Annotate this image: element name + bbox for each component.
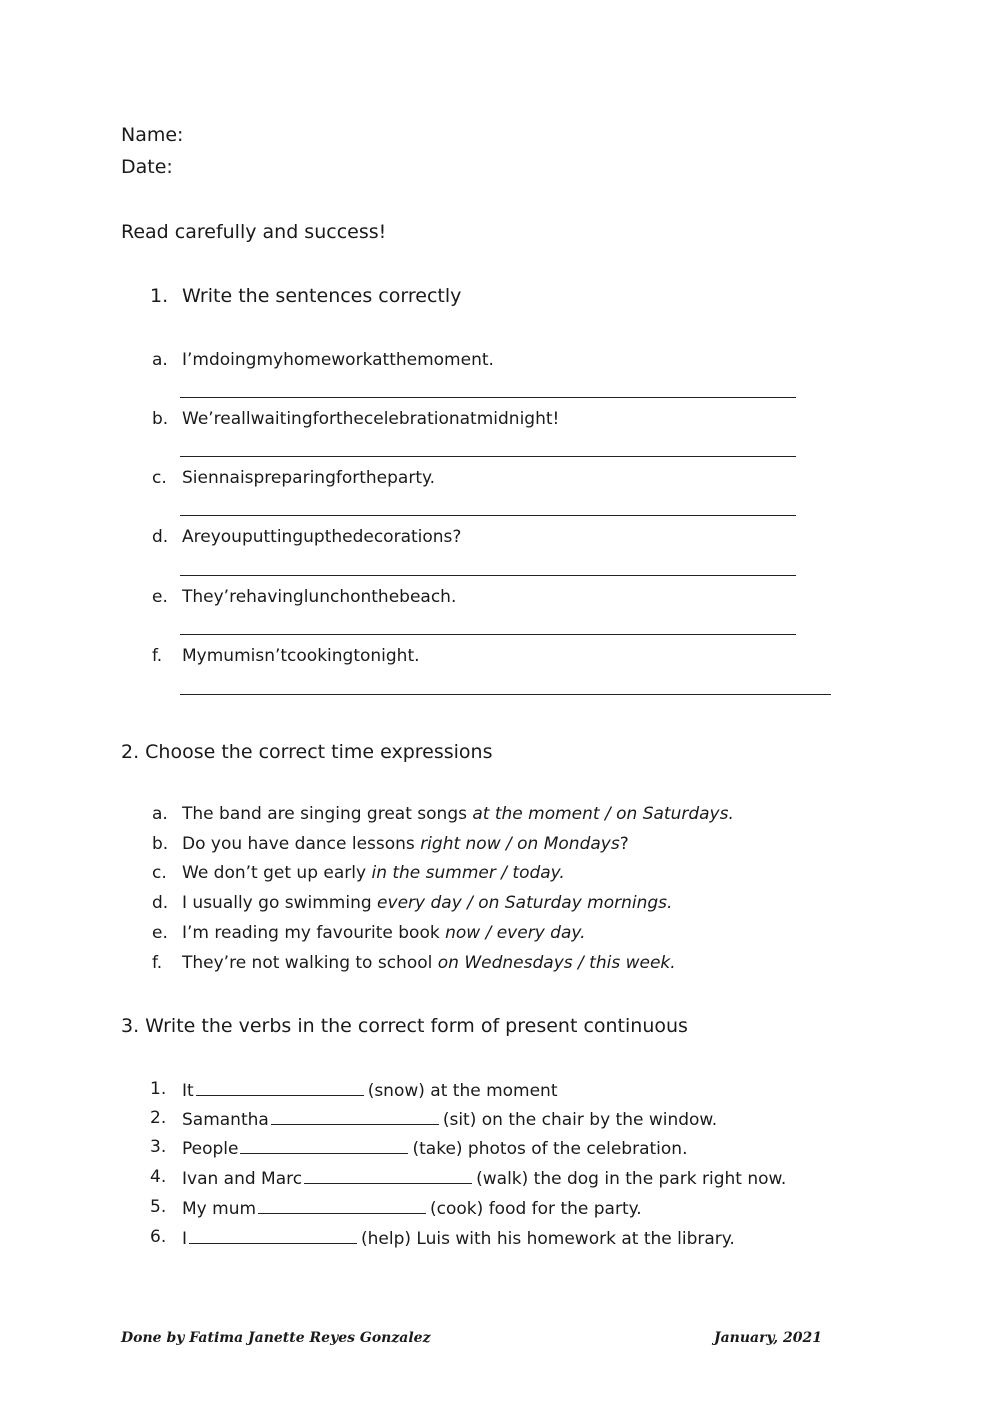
item-letter: f. bbox=[152, 953, 163, 973]
verb-blank[interactable] bbox=[304, 1167, 472, 1184]
sentence bbox=[182, 1137, 687, 1159]
answer-line[interactable] bbox=[180, 456, 796, 457]
scrambled-sentence: I’mdoingmyhomeworkatthemoment. bbox=[182, 350, 494, 370]
item-number: 2. bbox=[150, 1108, 167, 1128]
sentence bbox=[182, 923, 586, 943]
item-number: 4. bbox=[150, 1167, 167, 1187]
sentence-start: People bbox=[182, 1139, 239, 1159]
footer-author: Done by Fatima Janette Reyes Gonzalez bbox=[121, 1330, 431, 1346]
sentence-text: They’re not walking to school bbox=[182, 953, 438, 973]
sentence-start: Ivan and Marc bbox=[182, 1169, 303, 1189]
item-letter: b. bbox=[152, 409, 169, 429]
time-expression-options[interactable]: every day / on Saturday mornings. bbox=[377, 893, 673, 913]
time-expression-options[interactable]: in the summer / today. bbox=[371, 863, 565, 883]
scrambled-sentence: Areyouputtingupthedecorations? bbox=[182, 527, 462, 547]
section1-number: 1. bbox=[150, 285, 169, 307]
verb-blank[interactable] bbox=[196, 1079, 364, 1096]
item-letter: d. bbox=[152, 893, 169, 913]
sentence bbox=[182, 1079, 558, 1101]
sentence bbox=[182, 1197, 642, 1219]
item-letter: a. bbox=[152, 350, 168, 370]
sentence-start: Samantha bbox=[182, 1110, 269, 1130]
sentence-text: We don’t get up early bbox=[182, 863, 372, 883]
item-letter: d. bbox=[152, 527, 169, 547]
item-number: 6. bbox=[150, 1227, 167, 1247]
item-letter: b. bbox=[152, 834, 169, 854]
verb-blank[interactable] bbox=[240, 1137, 408, 1154]
sentence-start: I bbox=[182, 1229, 188, 1249]
section3-title: 3. Write the verbs in the correct form of present continuous bbox=[121, 1015, 688, 1037]
answer-line[interactable] bbox=[180, 515, 796, 516]
sentence-start: It bbox=[182, 1081, 194, 1101]
item-number: 5. bbox=[150, 1197, 167, 1217]
answer-line[interactable] bbox=[180, 397, 796, 398]
scrambled-sentence: They’rehavinglunchonthebeach. bbox=[182, 587, 457, 607]
scrambled-sentence: Mymumisn’tcookingtonight. bbox=[182, 646, 420, 666]
section2-title: 2. Choose the correct time expressions bbox=[121, 741, 493, 763]
sentence-text: I usually go swimming bbox=[182, 893, 378, 913]
sentence-text: I’m reading my favourite book bbox=[182, 923, 446, 943]
item-letter: e. bbox=[152, 587, 168, 607]
item-number: 3. bbox=[150, 1137, 167, 1157]
item-letter: f. bbox=[152, 646, 163, 666]
item-letter: a. bbox=[152, 804, 168, 824]
scrambled-sentence: Siennaispreparingfortheparty. bbox=[182, 468, 436, 488]
sentence bbox=[182, 953, 676, 973]
instruction-text: Read carefully and success! bbox=[121, 221, 387, 243]
time-expression-options[interactable]: on Wednesdays / this week. bbox=[437, 953, 676, 973]
item-letter: c. bbox=[152, 863, 167, 883]
sentence bbox=[182, 893, 672, 913]
item-letter: e. bbox=[152, 923, 168, 943]
sentence bbox=[182, 1108, 717, 1130]
time-expression-options[interactable]: now / every day. bbox=[445, 923, 586, 943]
section1-title: Write the sentences correctly bbox=[182, 285, 462, 307]
sentence-text: Do you have dance lessons bbox=[182, 834, 421, 854]
verb-blank[interactable] bbox=[258, 1197, 426, 1214]
sentence-text: The band are singing great songs bbox=[182, 804, 473, 824]
sentence-end: (snow) at the moment bbox=[367, 1081, 558, 1101]
answer-line[interactable] bbox=[180, 575, 796, 576]
sentence bbox=[182, 804, 734, 824]
sentence bbox=[182, 1167, 786, 1189]
verb-blank[interactable] bbox=[271, 1108, 439, 1125]
date-label: Date: bbox=[121, 156, 173, 178]
sentence-start: My mum bbox=[182, 1199, 257, 1219]
item-number: 1. bbox=[150, 1079, 167, 1099]
scrambled-sentence: We’reallwaitingforthecelebrationatmidnight! bbox=[182, 409, 560, 429]
sentence-end: (take) photos of the celebration. bbox=[412, 1139, 688, 1159]
item-letter: c. bbox=[152, 468, 167, 488]
sentence-end: (sit) on the chair by the window. bbox=[442, 1110, 718, 1130]
verb-blank[interactable] bbox=[189, 1227, 357, 1244]
sentence bbox=[182, 1227, 735, 1249]
sentence bbox=[182, 863, 565, 883]
time-expression-options[interactable]: at the moment / on Saturdays. bbox=[472, 804, 734, 824]
time-expression-options[interactable]: right now / on Mondays bbox=[420, 834, 620, 854]
sentence bbox=[182, 834, 629, 854]
footer-date: January, 2021 bbox=[713, 1330, 822, 1346]
answer-line[interactable] bbox=[180, 694, 831, 695]
name-label: Name: bbox=[121, 124, 184, 146]
answer-line[interactable] bbox=[180, 634, 796, 635]
sentence-end: (cook) food for the party. bbox=[430, 1199, 642, 1219]
sentence-end: (help) Luis with his homework at the library. bbox=[361, 1229, 735, 1249]
sentence-end: ? bbox=[619, 834, 629, 854]
sentence-end: (walk) the dog in the park right now. bbox=[476, 1169, 787, 1189]
